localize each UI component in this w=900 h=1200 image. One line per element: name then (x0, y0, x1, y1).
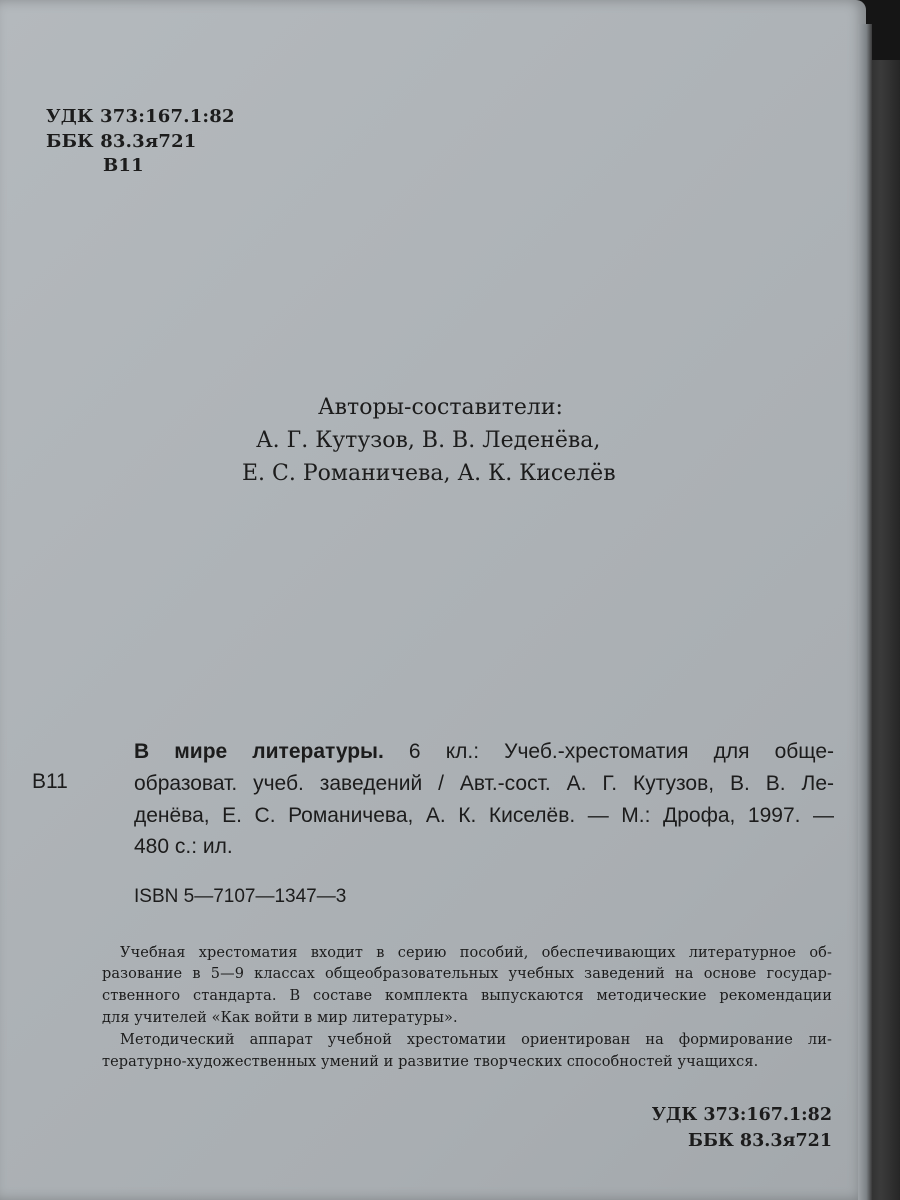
authors-line-1: А. Г. Кутузов, В. В. Леденёва, (256, 428, 601, 453)
annotation-line-1: Учебная хрестоматия входит в серию пособий, обеспечивающих литературное об- (120, 945, 832, 961)
annotation-line-2: разование в 5—9 классах общеобразовательных учебных заведений на основе государ- (102, 966, 832, 982)
annotation-line-3: ственного стандарта. В составе комплекта выпускаются методические рекомендации (102, 988, 832, 1004)
authors-heading: Авторы-составители: (318, 395, 563, 420)
biblio-line-3: денёва, Е. С. Романичева, А. К. Киселёв. — М.: Дрофа, 1997. — (134, 804, 834, 827)
annotation-line-4: для учителей «Как войти в мир литературы». (102, 1010, 458, 1026)
udk-code-top: УДК 373:167.1:82 (46, 106, 235, 127)
book-title: В мире литературы. (134, 740, 384, 763)
isbn: ISBN 5—7107—1347—3 (134, 886, 347, 907)
page-edge (858, 24, 872, 1200)
annotation-line-5: Методический аппарат учебной хрестоматии ориентирован на формирование ли- (120, 1032, 832, 1048)
bbk-code-bottom: ББК 83.3я721 (688, 1131, 832, 1151)
author-mark-top: В11 (103, 155, 144, 176)
biblio-line-4: 480 с.: ил. (134, 835, 233, 858)
annotation-line-6: тературно-художественных умений и развитие творческих способностей учащихся. (102, 1054, 759, 1070)
udk-code-bottom: УДК 373:167.1:82 (651, 1105, 832, 1125)
bbk-code-top: ББК 83.3я721 (46, 131, 197, 152)
authors-line-2: Е. С. Романичева, А. К. Киселёв (242, 461, 616, 486)
biblio-line-1 (134, 740, 834, 764)
biblio-line-1-rest: 6 кл.: Учеб.-хрестоматия для обще- (383, 740, 835, 763)
biblio-line-2: образоват. учеб. заведений / Авт.-сост. А. Г. Кутузов, В. В. Ле- (134, 772, 834, 795)
author-mark-side: В11 (32, 770, 68, 793)
